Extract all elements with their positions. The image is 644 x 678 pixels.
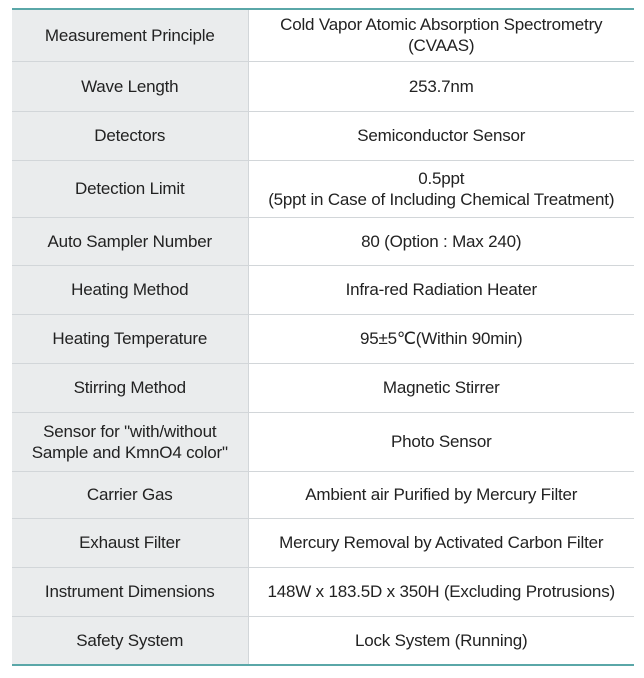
spec-value: (5ppt in Case of Including Chemical Treatment) bbox=[268, 189, 615, 209]
spec-label: Detectors bbox=[94, 126, 166, 145]
table-row bbox=[12, 314, 634, 363]
spec-value: 253.7nm bbox=[408, 76, 474, 96]
spec-value: Photo Sensor bbox=[390, 432, 492, 451]
spec-label: Carrier Gas bbox=[86, 485, 173, 504]
spec-value-cell bbox=[248, 111, 634, 160]
spec-label: Sensor for "with/without bbox=[43, 421, 217, 441]
spec-label-cell bbox=[12, 111, 248, 160]
spec-value-cell bbox=[248, 160, 634, 217]
table-row bbox=[12, 567, 634, 616]
spec-label-cell bbox=[12, 412, 248, 471]
spec-value: (CVAAS) bbox=[408, 36, 475, 56]
table-row bbox=[12, 412, 634, 471]
spec-value-cell bbox=[248, 616, 634, 665]
spec-value-cell bbox=[248, 314, 634, 363]
table-row bbox=[12, 217, 634, 265]
spec-label: Exhaust Filter bbox=[79, 533, 181, 552]
spec-value: Semiconductor Sensor bbox=[357, 126, 526, 145]
table-row bbox=[12, 265, 634, 314]
table-row bbox=[12, 160, 634, 217]
specification-table bbox=[12, 8, 634, 666]
spec-label-cell bbox=[12, 567, 248, 616]
table-row bbox=[12, 363, 634, 412]
table-row bbox=[12, 61, 634, 111]
spec-label: Detection Limit bbox=[75, 179, 185, 198]
spec-value-cell bbox=[248, 61, 634, 111]
spec-value: 148W x 183.5D x 350H (Excluding Protrusions) bbox=[267, 582, 615, 601]
spec-label-cell bbox=[12, 616, 248, 665]
table-row bbox=[12, 471, 634, 518]
spec-value-cell bbox=[248, 217, 634, 265]
spec-value: Cold Vapor Atomic Absorption Spectrometry bbox=[280, 15, 603, 35]
spec-value: 0.5ppt bbox=[418, 168, 465, 188]
spec-label-cell bbox=[12, 9, 248, 61]
spec-value: Mercury Removal by Activated Carbon Filter bbox=[279, 533, 604, 552]
spec-label-cell bbox=[12, 217, 248, 265]
spec-label: Heating Temperature bbox=[52, 329, 208, 348]
spec-value: 80 (Option : Max 240) bbox=[361, 231, 522, 251]
spec-value-cell bbox=[248, 412, 634, 471]
spec-label: Measurement Principle bbox=[44, 25, 215, 45]
spec-value-cell bbox=[248, 518, 634, 567]
spec-label-cell bbox=[12, 61, 248, 111]
spec-label-cell bbox=[12, 363, 248, 412]
spec-value: Ambient air Purified by Mercury Filter bbox=[305, 485, 578, 504]
spec-value-cell bbox=[248, 471, 634, 518]
spec-label: Auto Sampler Number bbox=[47, 231, 212, 251]
spec-label-cell bbox=[12, 160, 248, 217]
spec-value: Infra-red Radiation Heater bbox=[345, 280, 537, 299]
table-row bbox=[12, 9, 634, 61]
table-row bbox=[12, 111, 634, 160]
spec-label: Safety System bbox=[76, 630, 184, 650]
spec-value: 95±5℃(Within 90min) bbox=[359, 329, 523, 348]
spec-label: Sample and KmnO4 color" bbox=[31, 442, 228, 462]
spec-label-cell bbox=[12, 265, 248, 314]
spec-label: Instrument Dimensions bbox=[44, 582, 215, 601]
spec-value: Lock System (Running) bbox=[355, 630, 528, 650]
spec-label-cell bbox=[12, 314, 248, 363]
spec-label: Wave Length bbox=[81, 76, 179, 96]
spec-value-cell bbox=[248, 567, 634, 616]
spec-value-cell bbox=[248, 9, 634, 61]
spec-label-cell bbox=[12, 518, 248, 567]
spec-label-cell bbox=[12, 471, 248, 518]
spec-label: Heating Method bbox=[71, 280, 189, 299]
table-row bbox=[12, 518, 634, 567]
spec-label: Stirring Method bbox=[73, 378, 186, 397]
table-row bbox=[12, 616, 634, 665]
spec-value-cell bbox=[248, 265, 634, 314]
spec-value: Magnetic Stirrer bbox=[382, 378, 500, 397]
spec-value-cell bbox=[248, 363, 634, 412]
